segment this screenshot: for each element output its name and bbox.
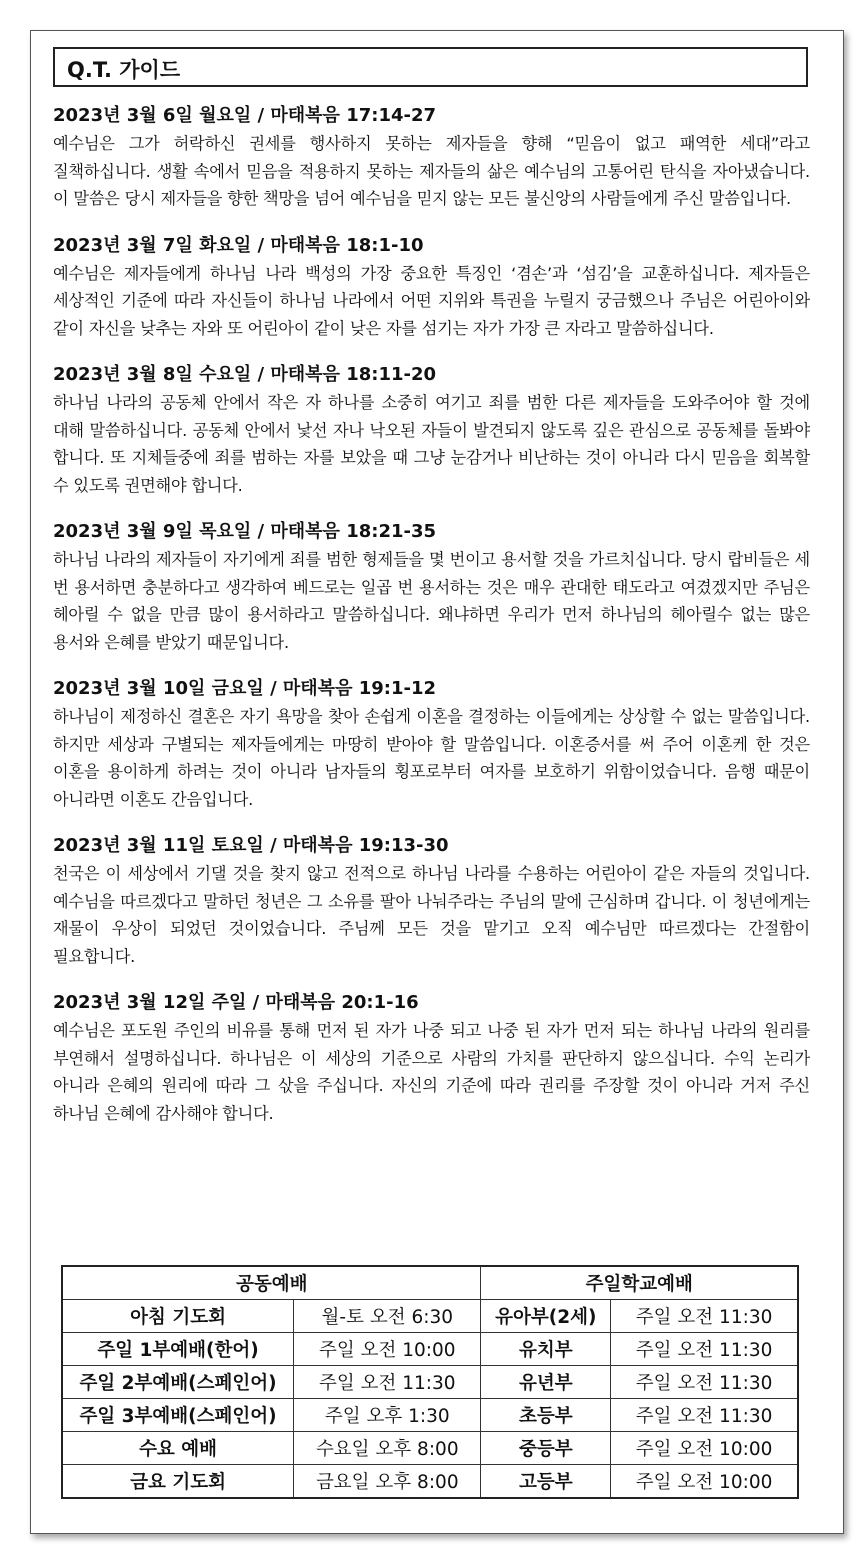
service-schedule-table <box>61 1265 799 1499</box>
qt-entry <box>53 231 810 343</box>
table-row <box>62 1399 798 1432</box>
department-time: 주일 오전 11:30 <box>611 1399 798 1432</box>
entry-body: 예수님은 그가 허락하신 권세를 행사하지 못하는 제자들을 향해 “믿음이 없고 패역한 세대”라고 질책하십니다. 생활 속에서 믿음을 적용하지 못하는 제자들의 삶은 예수님의 고통어린 탄식을 자아냈습니다. 이 말씀은 당시 제자들을 향한 책망을 넘어 예수님을 믿지 않는 모든 불신앙의 사람들에게 주신 말씀입니다. <box>53 134 810 208</box>
department-name: 유년부 <box>481 1366 611 1399</box>
department-name: 고등부 <box>481 1465 611 1499</box>
department-time: 주일 오전 10:00 <box>611 1432 798 1465</box>
entry-body: 하나님이 제정하신 결혼은 자기 욕망을 찾아 손쉽게 이혼을 결정하는 이들에게는 상상할 수 없는 말씀입니다. 하지만 세상과 구별되는 제자들에게는 마땅히 받아야 할 말씀입니다. 이혼증서를 써 주어 이혼케 한 것은 이혼을 용이하게 하려는 것이 아니라 남자들의 횡포로부터 여자를 보호하기 위함이었습니다. 음행 때문이 아니라면 이혼도 간음입니다. <box>53 707 810 809</box>
qt-entries <box>53 101 810 1145</box>
schedule-header-row <box>62 1266 798 1300</box>
entry-body: 예수님은 제자들에게 하나님 나라 백성의 가장 중요한 특징인 ‘겸손’과 ‘섬김’을 교훈하십니다. 제자들은 세상적인 기준에 따라 자신들이 하나님 나라에서 어떤 지위와 특권을 누릴지 궁금했으나 주님은 어린아이와 같이 자신을 낮추는 자와 또 어린아이 같이 낮은 자를 섬기는 자가 가장 큰 자라고 말씀하십니다. <box>53 263 810 338</box>
entry-body: 하나님 나라의 공동체 안에서 작은 자 하나를 소중히 여기고 죄를 범한 다른 제자들을 도와주어야 할 것에 대해 말씀하십니다. 공동체 안에서 낯선 자나 낙오된 자들이 발견되지 않도록 깊은 관심으로 공동체를 돌봐야 합니다. 또 지체들중에 죄를 범하는 자를 보았을 때 그냥 눈감거나 비난하는 것이 아니라 다시 믿음을 회복할 수 있도록 권면해야 합니다. <box>53 393 810 495</box>
entry-heading: 2023년 3월 7일 화요일 / 마태복음 18:1-10 <box>53 234 424 256</box>
department-name: 유아부(2세) <box>481 1300 611 1333</box>
service-name: 수요 예배 <box>62 1432 294 1465</box>
table-row <box>62 1333 798 1366</box>
qt-entry <box>53 360 810 499</box>
title-box <box>53 47 808 87</box>
qt-entry <box>53 101 810 213</box>
department-time: 주일 오전 10:00 <box>611 1465 798 1499</box>
table-row <box>62 1366 798 1399</box>
entry-heading: 2023년 3월 12일 주일 / 마태복음 20:1-16 <box>53 992 419 1013</box>
schedule-header-sunday-school: 주일학교예배 <box>481 1266 798 1300</box>
department-name: 중등부 <box>481 1432 611 1465</box>
entry-heading: 2023년 3월 8일 수요일 / 마태복음 18:11-20 <box>53 364 437 385</box>
service-time: 월-토 오전 6:30 <box>294 1300 481 1333</box>
qt-entry <box>53 831 810 970</box>
service-name: 주일 2부예배(스페인어) <box>62 1366 294 1399</box>
table-row <box>62 1300 798 1333</box>
entry-heading: 2023년 3월 6일 월요일 / 마태복음 17:14-27 <box>53 105 437 126</box>
schedule-header-worship: 공동예배 <box>62 1266 481 1300</box>
department-time: 주일 오전 11:30 <box>611 1333 798 1366</box>
qt-entry <box>53 988 810 1127</box>
department-name: 초등부 <box>481 1399 611 1432</box>
service-name: 아침 기도회 <box>62 1300 294 1333</box>
entry-heading: 2023년 3월 10일 금요일 / 마태복음 19:1-12 <box>53 678 437 699</box>
table-row <box>62 1432 798 1465</box>
entry-body: 예수님은 포도원 주인의 비유를 통해 먼저 된 자가 나중 되고 나중 된 자가 먼저 되는 하나님 나라의 원리를 부연해서 설명하십니다. 하나님은 이 세상의 기준으로 사람의 가치를 판단하지 않으십니다. 수익 논리가 아니라 은혜의 원리에 따라 그 삯을 주십니다. 자신의 기준에 따라 권리를 주장할 것이 아니라 거저 주신 하나님 은혜에 감사해야 합니다. <box>53 1021 810 1123</box>
department-name: 유치부 <box>481 1333 611 1366</box>
service-time: 주일 오후 1:30 <box>294 1399 481 1432</box>
page-frame <box>30 30 844 1534</box>
entry-heading: 2023년 3월 11일 토요일 / 마태복음 19:13-30 <box>53 835 449 856</box>
service-name: 금요 기도회 <box>62 1465 294 1499</box>
qt-entry <box>53 674 810 813</box>
service-time: 수요일 오후 8:00 <box>294 1432 481 1465</box>
service-time: 금요일 오후 8:00 <box>294 1465 481 1499</box>
service-time: 주일 오전 10:00 <box>294 1333 481 1366</box>
service-time: 주일 오전 11:30 <box>294 1366 481 1399</box>
table-row <box>62 1465 798 1499</box>
qt-entry <box>53 517 810 656</box>
entry-body: 천국은 이 세상에서 기댈 것을 찾지 않고 전적으로 하나님 나라를 수용하는 어린아이 같은 자들의 것입니다. 예수님을 따르겠다고 말하던 청년은 그 소유를 팔아 나눠주라는 주님의 말에 근심하며 갑니다. 이 청년에게는 재물이 우상이 되었던 것이었습니다. 주님께 모든 것을 맡기고 오직 예수님만 따르겠다는 간절함이 필요합니다. <box>53 864 810 966</box>
department-time: 주일 오전 11:30 <box>611 1366 798 1399</box>
service-name: 주일 3부예배(스페인어) <box>62 1399 294 1432</box>
entry-body: 하나님 나라의 제자들이 자기에게 죄를 범한 형제들을 몇 번이고 용서할 것을 가르치십니다. 당시 랍비들은 세 번 용서하면 충분하다고 생각하여 베드로는 일곱 번 용서하는 것은 매우 관대한 태도라고 여겼겠지만 주님은 헤아릴 수 없을 만큼 많이 용서하라고 말씀하십니다. 왜냐하면 우리가 먼저 하나님의 헤아릴수 없는 많은 용서와 은혜를 받았기 때문입니다. <box>53 550 810 652</box>
department-time: 주일 오전 11:30 <box>611 1300 798 1333</box>
entry-heading: 2023년 3월 9일 목요일 / 마태복음 18:21-35 <box>53 521 437 542</box>
page-title: Q.T. 가이드 <box>67 58 181 82</box>
service-name: 주일 1부예배(한어) <box>62 1333 294 1366</box>
